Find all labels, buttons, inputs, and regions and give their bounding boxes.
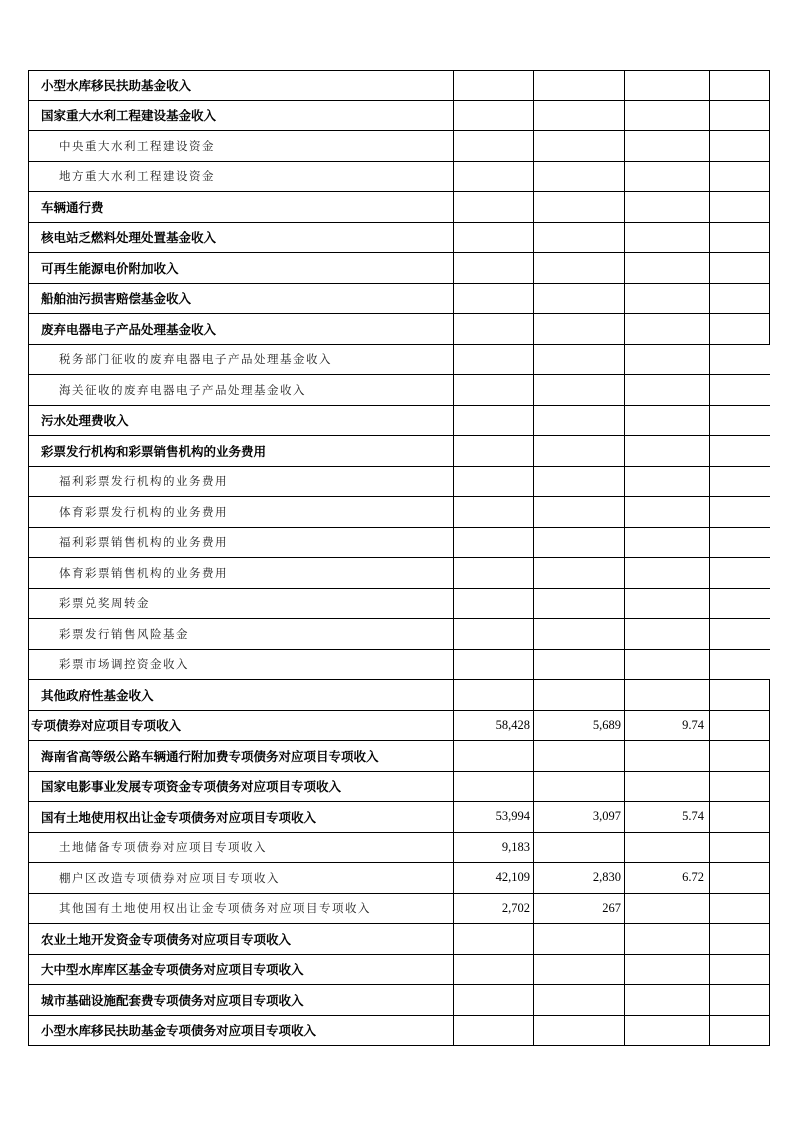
empty-cell [710,375,770,405]
row-label-cell: 大中型水库库区基金专项债务对应项目专项收入 [28,955,454,985]
table-row [28,741,770,772]
amount-cell [534,223,625,253]
ratio-cell [625,558,710,588]
empty-cell [710,863,770,893]
amount-cell [534,101,625,131]
amount-cell [534,436,625,466]
row-label-cell: 彩票发行销售风险基金 [28,619,454,649]
table-row [28,406,770,437]
table-row [28,802,770,833]
empty-cell [710,101,770,131]
empty-cell [710,497,770,527]
empty-cell [710,894,770,924]
amount-cell [454,284,534,314]
row-label-cell: 国有土地使用权出让金专项债务对应项目专项收入 [28,802,454,832]
amount-cell: 267 [534,894,625,924]
ratio-cell [625,162,710,192]
row-label-cell: 船舶油污损害赔偿基金收入 [28,284,454,314]
amount-cell: 53,994 [454,802,534,832]
amount-cell [454,223,534,253]
amount-cell [534,345,625,375]
empty-cell [710,985,770,1015]
amount-cell [534,162,625,192]
table-row [28,162,770,193]
row-label-cell: 国家电影事业发展专项资金专项债务对应项目专项收入 [28,772,454,802]
row-label-cell: 棚户区改造专项债券对应项目专项收入 [28,863,454,893]
row-label-cell: 彩票发行机构和彩票销售机构的业务费用 [28,436,454,466]
amount-cell: 5,689 [534,711,625,741]
amount-cell [534,253,625,283]
empty-cell [710,772,770,802]
row-label-cell: 小型水库移民扶助基金专项债务对应项目专项收入 [28,1016,454,1046]
amount-cell [534,131,625,161]
amount-cell [454,314,534,344]
row-label-cell: 彩票市场调控资金收入 [28,650,454,680]
amount-cell [534,284,625,314]
empty-cell [710,223,770,253]
row-label-cell: 海关征收的废弃电器电子产品处理基金收入 [28,375,454,405]
amount-cell [534,833,625,863]
ratio-cell: 9.74 [625,711,710,741]
empty-cell [710,436,770,466]
table-row [28,650,770,681]
empty-cell [710,680,770,710]
row-label-cell: 车辆通行费 [28,192,454,222]
ratio-cell [625,589,710,619]
amount-cell [454,192,534,222]
empty-cell [710,314,770,344]
amount-cell [454,589,534,619]
row-label-cell: 专项债券对应项目专项收入 [28,711,454,741]
table-row [28,619,770,650]
row-label-cell: 体育彩票销售机构的业务费用 [28,558,454,588]
amount-cell [534,192,625,222]
amount-cell [454,985,534,1015]
row-label-cell: 体育彩票发行机构的业务费用 [28,497,454,527]
table-row [28,192,770,223]
row-label-cell: 其他政府性基金收入 [28,680,454,710]
empty-cell [710,955,770,985]
empty-cell [710,741,770,771]
row-label-cell: 彩票兑奖周转金 [28,589,454,619]
ratio-cell [625,497,710,527]
ratio-cell [625,680,710,710]
table-row [28,955,770,986]
empty-cell [710,192,770,222]
ratio-cell [625,894,710,924]
ratio-cell [625,619,710,649]
amount-cell [534,619,625,649]
amount-cell: 3,097 [534,802,625,832]
amount-cell [454,467,534,497]
empty-cell [710,284,770,314]
row-label-cell: 土地储备专项债券对应项目专项收入 [28,833,454,863]
amount-cell [454,528,534,558]
ratio-cell [625,955,710,985]
ratio-cell [625,528,710,558]
row-label-cell: 税务部门征收的废弃电器电子产品处理基金收入 [28,345,454,375]
ratio-cell [625,436,710,466]
table-row [28,253,770,284]
amount-cell [534,558,625,588]
amount-cell [454,253,534,283]
empty-cell [710,467,770,497]
ratio-cell [625,253,710,283]
empty-cell [710,253,770,283]
row-label-cell: 城市基础设施配套费专项债务对应项目专项收入 [28,985,454,1015]
amount-cell [454,619,534,649]
amount-cell [534,589,625,619]
ratio-cell [625,833,710,863]
table-row [28,589,770,620]
empty-cell [710,802,770,832]
ratio-cell [625,101,710,131]
empty-cell [710,924,770,954]
empty-cell [710,345,770,375]
empty-cell [710,711,770,741]
row-label-cell: 国家重大水利工程建设基金收入 [28,101,454,131]
table-row [28,101,770,132]
amount-cell [454,131,534,161]
amount-cell [454,772,534,802]
empty-cell [710,131,770,161]
table-row [28,558,770,589]
row-label-cell: 海南省高等级公路车辆通行附加费专项债务对应项目专项收入 [28,741,454,771]
table-row [28,223,770,254]
amount-cell [534,955,625,985]
table-row [28,894,770,925]
amount-cell: 9,183 [454,833,534,863]
ratio-cell [625,131,710,161]
empty-cell [710,833,770,863]
ratio-cell [625,772,710,802]
amount-cell [534,1016,625,1046]
table-row [28,680,770,711]
empty-cell [710,1016,770,1046]
table-row [28,436,770,467]
amount-cell [454,1016,534,1046]
table-row [28,528,770,559]
ratio-cell [625,71,710,100]
amount-cell [454,406,534,436]
table-row [28,863,770,894]
table-row [28,314,770,345]
ratio-cell [625,650,710,680]
row-label-cell: 核电站乏燃料处理处置基金收入 [28,223,454,253]
amount-cell [534,650,625,680]
amount-cell [534,314,625,344]
amount-cell [534,375,625,405]
table-row [28,345,770,376]
amount-cell: 58,428 [454,711,534,741]
amount-cell [454,71,534,100]
ratio-cell [625,467,710,497]
empty-cell [710,528,770,558]
amount-cell [454,162,534,192]
table-row [28,375,770,406]
amount-cell [534,680,625,710]
table-row [28,467,770,498]
table-row [28,131,770,162]
ratio-cell [625,924,710,954]
row-label-cell: 福利彩票发行机构的业务费用 [28,467,454,497]
amount-cell [534,406,625,436]
empty-cell [710,162,770,192]
amount-cell [534,924,625,954]
ratio-cell [625,375,710,405]
amount-cell [534,985,625,1015]
table-row [28,1016,770,1047]
row-label-cell: 废弃电器电子产品处理基金收入 [28,314,454,344]
empty-cell [710,71,770,100]
ratio-cell [625,345,710,375]
table-row [28,924,770,955]
row-label-cell: 农业土地开发资金专项债务对应项目专项收入 [28,924,454,954]
empty-cell [710,619,770,649]
empty-cell [710,589,770,619]
amount-cell [534,741,625,771]
table-row [28,711,770,742]
amount-cell [454,345,534,375]
amount-cell [454,101,534,131]
row-label-cell: 中央重大水利工程建设资金 [28,131,454,161]
table-row [28,833,770,864]
amount-cell: 2,830 [534,863,625,893]
amount-cell [534,71,625,100]
amount-cell [454,741,534,771]
ratio-cell [625,741,710,771]
budget-table [28,70,770,1046]
ratio-cell [625,314,710,344]
amount-cell [454,375,534,405]
amount-cell [454,680,534,710]
row-label-cell: 其他国有土地使用权出让金专项债务对应项目专项收入 [28,894,454,924]
amount-cell [454,650,534,680]
ratio-cell: 6.72 [625,863,710,893]
ratio-cell [625,406,710,436]
table-row [28,985,770,1016]
table-row [28,772,770,803]
ratio-cell: 5.74 [625,802,710,832]
empty-cell [710,406,770,436]
row-label-cell: 污水处理费收入 [28,406,454,436]
amount-cell [454,436,534,466]
ratio-cell [625,192,710,222]
amount-cell [534,497,625,527]
amount-cell [534,528,625,558]
table-row [28,284,770,315]
amount-cell [454,497,534,527]
amount-cell [534,467,625,497]
amount-cell [454,924,534,954]
ratio-cell [625,284,710,314]
ratio-cell [625,1016,710,1046]
table-row [28,497,770,528]
amount-cell [454,955,534,985]
amount-cell [454,558,534,588]
empty-cell [710,558,770,588]
empty-cell [710,650,770,680]
amount-cell [534,772,625,802]
row-label-cell: 福利彩票销售机构的业务费用 [28,528,454,558]
row-label-cell: 地方重大水利工程建设资金 [28,162,454,192]
amount-cell: 2,702 [454,894,534,924]
ratio-cell [625,223,710,253]
ratio-cell [625,985,710,1015]
row-label-cell: 可再生能源电价附加收入 [28,253,454,283]
table-row [28,70,770,101]
row-label-cell: 小型水库移民扶助基金收入 [28,71,454,100]
amount-cell: 42,109 [454,863,534,893]
